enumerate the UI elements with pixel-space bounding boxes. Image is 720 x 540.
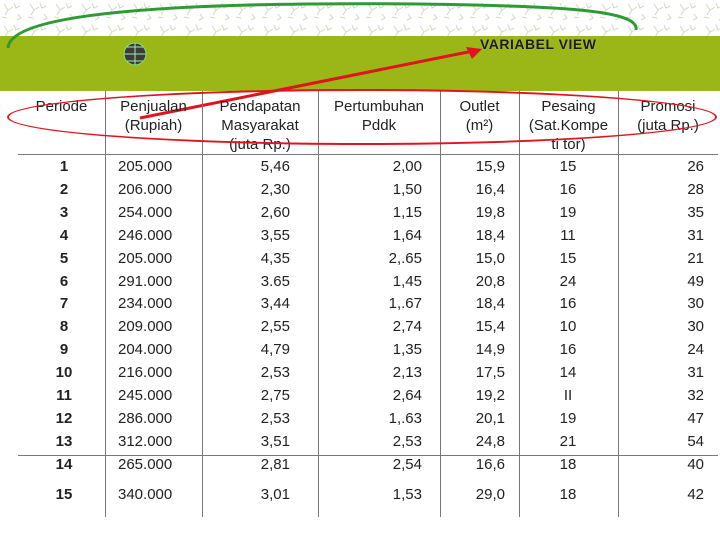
cell-penjualan: 206.000 [118,181,173,198]
cell-pertumbuhan: 1,35 [392,341,422,358]
cell-outlet: 24,8 [475,433,505,450]
cell-pesaing: 15 [559,250,577,267]
cell-outlet: 16,4 [475,181,505,198]
cell-outlet: 19,8 [475,204,505,221]
cell-pesaing: 21 [559,433,577,450]
header-label: (Sat.Kompe [528,117,609,134]
header-label: ti tor) [551,136,586,153]
cell-promosi: 30 [687,318,704,335]
cell-promosi: 30 [687,295,704,312]
cell-pendapatan: 3.65 [260,273,290,290]
cell-pertumbuhan: 2,00 [392,158,422,175]
header-label: (m²) [465,117,494,134]
cell-outlet: 17,5 [475,364,505,381]
cell-pendapatan: 2,30 [260,181,290,198]
header-label: Periode [35,98,88,115]
cell-promosi: 35 [687,204,704,221]
globe-icon [122,41,148,67]
cell-outlet: 19,2 [475,387,505,404]
header-label: Pesaing [541,98,596,115]
cell-promosi: 24 [687,341,704,358]
cell-pesaing: II [563,387,573,404]
cell-periode: 15 [55,486,73,503]
cell-pendapatan: 3,55 [260,227,290,244]
cell-pendapatan: 3,44 [260,295,290,312]
header-label: Promosi [640,98,696,115]
header-label: Pertumbuhan [333,98,425,115]
cell-pertumbuhan: 2,53 [392,433,422,450]
header-label: (Rupiah) [124,117,183,134]
cell-pendapatan: 2,60 [260,204,290,221]
cell-outlet: 15,4 [475,318,505,335]
cell-pesaing: 16 [559,181,577,198]
cell-penjualan: 204.000 [118,341,173,358]
cell-penjualan: 265.000 [118,456,173,473]
cell-pertumbuhan: 1,.67 [388,295,422,312]
header-label: Masyarakat [221,117,299,134]
cell-pesaing: 14 [559,364,577,381]
cell-pertumbuhan: 2,74 [392,318,422,335]
cell-pendapatan: 2,55 [260,318,290,335]
cell-promosi: 42 [687,486,704,503]
cell-pendapatan: 3,01 [260,486,290,503]
cell-pendapatan: 4,79 [260,341,290,358]
cell-periode: 7 [59,295,69,312]
cell-promosi: 31 [687,227,704,244]
cell-penjualan: 312.000 [118,433,173,450]
cell-periode: 14 [55,456,73,473]
cell-outlet: 15,9 [475,158,505,175]
cell-outlet: 14,9 [475,341,505,358]
data-table [18,91,718,531]
cell-periode: 11 [56,387,72,404]
cell-promosi: 49 [687,273,704,290]
header-label: Penjualan [120,98,187,115]
cell-periode: 12 [55,410,73,427]
cell-promosi: 28 [687,181,704,198]
cell-outlet: 15,0 [475,250,505,267]
cell-periode: 8 [59,318,69,335]
cell-penjualan: 205.000 [118,250,173,267]
cell-penjualan: 245.000 [118,387,173,404]
cell-outlet: 18,4 [475,295,505,312]
slide-title: VARIABEL VIEW [480,36,597,52]
cell-pertumbuhan: 1,64 [392,227,422,244]
cell-pertumbuhan: 1,50 [392,181,422,198]
cell-promosi: 21 [687,250,704,267]
cell-penjualan: 286.000 [118,410,173,427]
cell-outlet: 20,8 [475,273,505,290]
cell-promosi: 32 [687,387,704,404]
cell-pendapatan: 2,75 [260,387,290,404]
cell-pertumbuhan: 2,64 [392,387,422,404]
header-label: (juta Rp.) [229,136,291,153]
cell-periode: 1 [59,158,69,175]
header-label: Pddk [361,117,397,134]
cell-pesaing: 16 [559,295,577,312]
header-label: Pendapatan [219,98,301,115]
cell-periode: 4 [59,227,69,244]
cell-pesaing: 18 [559,486,577,503]
cell-periode: 9 [59,341,69,358]
cell-pendapatan: 2,53 [260,410,290,427]
cell-periode: 13 [55,433,73,450]
cell-penjualan: 234.000 [118,295,173,312]
cell-pertumbuhan: 1,45 [392,273,422,290]
cell-periode: 5 [59,250,69,267]
cell-pesaing: 19 [559,410,577,427]
cell-pendapatan: 2,81 [260,456,290,473]
header-label: Outlet [459,98,500,115]
cell-pendapatan: 5,46 [260,158,290,175]
cell-penjualan: 291.000 [118,273,173,290]
cell-periode: 10 [55,364,73,381]
cell-pesaing: 10 [559,318,577,335]
cell-promosi: 54 [687,433,704,450]
cell-pesaing: 15 [559,158,577,175]
cell-pertumbuhan: 2,54 [392,456,422,473]
cell-pendapatan: 2,53 [260,364,290,381]
cell-periode: 2 [59,181,69,198]
cell-pesaing: 24 [559,273,577,290]
cell-penjualan: 340.000 [118,486,173,503]
header-highlight-oval [7,89,717,145]
cell-pendapatan: 4,35 [260,250,290,267]
cell-penjualan: 246.000 [118,227,173,244]
cell-promosi: 47 [687,410,704,427]
cell-promosi: 31 [687,364,704,381]
cell-pesaing: 18 [559,456,577,473]
cell-periode: 6 [59,273,69,290]
cell-outlet: 29,0 [475,486,505,503]
cell-pendapatan: 3,51 [260,433,290,450]
header-label: (juta Rp.) [637,117,699,134]
cell-pertumbuhan: 1,53 [392,486,422,503]
cell-penjualan: 209.000 [118,318,173,335]
cell-pesaing: 16 [559,341,577,358]
cell-outlet: 16,6 [475,456,505,473]
cell-pertumbuhan: 1,15 [392,204,422,221]
cell-periode: 3 [59,204,69,221]
cell-penjualan: 216.000 [118,364,173,381]
cell-pesaing: 11 [560,227,576,244]
cell-pertumbuhan: 2,.65 [388,250,422,267]
cell-promosi: 40 [687,456,704,473]
cell-pesaing: 19 [559,204,577,221]
cell-penjualan: 205.000 [118,158,173,175]
cell-promosi: 26 [687,158,704,175]
cell-outlet: 18,4 [475,227,505,244]
cell-penjualan: 254.000 [118,204,173,221]
cell-outlet: 20,1 [475,410,505,427]
cell-pertumbuhan: 2,13 [392,364,422,381]
cell-pertumbuhan: 1,.63 [388,410,422,427]
